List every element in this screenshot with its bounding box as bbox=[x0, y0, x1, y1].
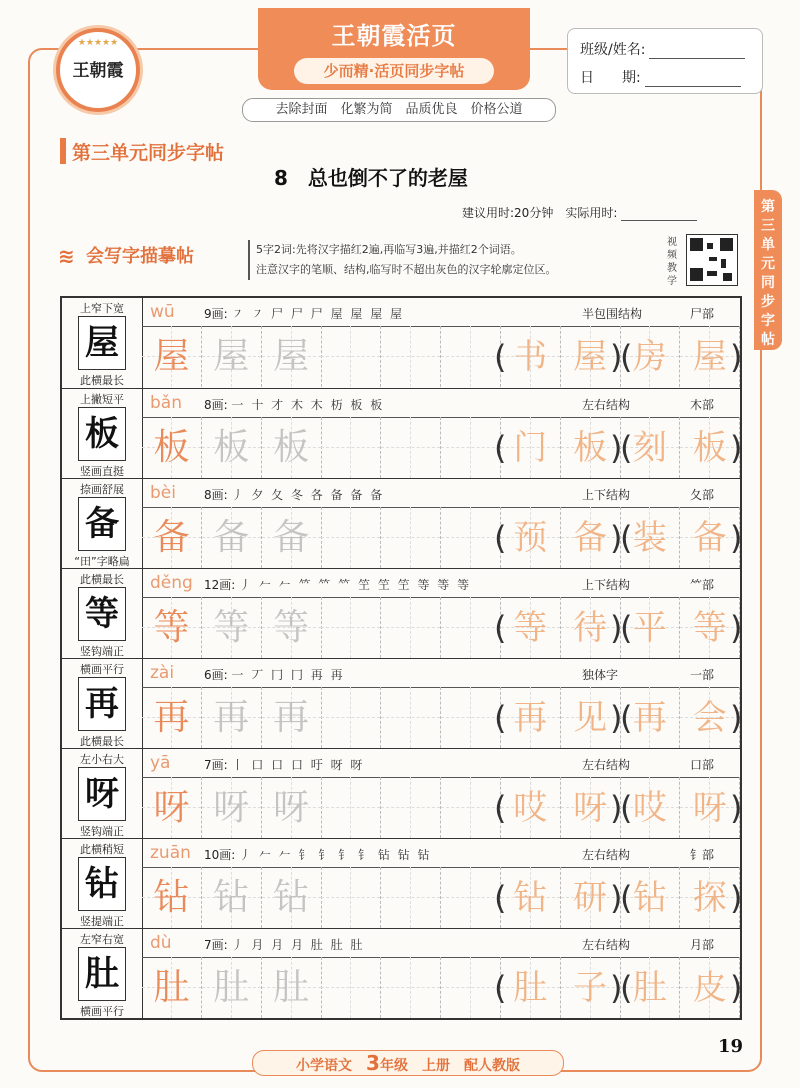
trace-char-red: 屋 bbox=[153, 336, 190, 377]
tip-bottom: 此横最长 bbox=[80, 374, 124, 387]
word-trace-char: 子 bbox=[573, 968, 608, 1008]
practice-row bbox=[62, 838, 743, 929]
brand-logo bbox=[56, 28, 140, 112]
left-paren: ( bbox=[620, 429, 633, 467]
practice-cell[interactable] bbox=[381, 507, 441, 568]
stroke-sequence: 丿 𠂉 𠂉 𥫗 𥫗 𥫗 笁 笁 笁 等 等 等 bbox=[239, 578, 472, 592]
practice-cell[interactable] bbox=[321, 777, 381, 838]
practice-cell[interactable] bbox=[202, 957, 262, 1018]
model-char-box bbox=[78, 677, 126, 731]
stroke-count: 8画: bbox=[204, 398, 228, 412]
trace-char-gray: 呀 bbox=[273, 787, 310, 828]
left-paren: ( bbox=[494, 609, 507, 647]
student-info-box bbox=[567, 28, 763, 94]
footer-subject: 小学语文 bbox=[296, 1058, 353, 1074]
pinyin: bǎn bbox=[150, 393, 182, 413]
practice-cell[interactable] bbox=[381, 597, 441, 658]
tip-top: 捺画舒展 bbox=[80, 483, 124, 496]
char-info-strip bbox=[142, 659, 740, 688]
practice-cell[interactable] bbox=[202, 687, 262, 748]
trace-char-gray: 等 bbox=[273, 607, 310, 648]
practice-cell[interactable] bbox=[202, 507, 262, 568]
radical: 钅部 bbox=[690, 848, 715, 862]
trace-char-gray: 板 bbox=[213, 427, 250, 468]
practice-cell[interactable] bbox=[142, 417, 202, 478]
word-trace-char: 呀 bbox=[692, 788, 727, 828]
right-paren: ) bbox=[730, 429, 743, 467]
word-trace-char: 钻 bbox=[513, 878, 548, 918]
tip-bottom: “田”字略扁 bbox=[74, 555, 130, 568]
section-instruction bbox=[256, 240, 557, 280]
trace-char-red: 再 bbox=[153, 697, 190, 738]
unit-title-marker bbox=[60, 138, 66, 164]
trace-char-gray: 屋 bbox=[273, 336, 310, 377]
practice-cell[interactable] bbox=[142, 687, 202, 748]
section-divider bbox=[248, 240, 250, 280]
practice-cell[interactable] bbox=[142, 777, 202, 838]
trace-char-red: 呀 bbox=[153, 787, 190, 828]
word-trace-char: 皮 bbox=[692, 968, 727, 1008]
char-model-cell bbox=[62, 659, 143, 749]
left-paren: ( bbox=[494, 338, 507, 376]
left-paren: ( bbox=[620, 609, 633, 647]
radical: 一部 bbox=[690, 668, 715, 682]
stroke-order bbox=[204, 486, 384, 503]
pinyin: yā bbox=[150, 753, 171, 773]
stroke-sequence: 丿 𠂉 𠂉 钅 钅 钅 钅 钻 钻 钻 bbox=[239, 848, 432, 862]
practice-cells bbox=[142, 597, 743, 659]
instruction-line-1: 5字2词:先将汉字描红2遍,再临写3遍,并描红2个词语。 bbox=[256, 243, 522, 256]
practice-cell[interactable] bbox=[262, 507, 322, 568]
practice-cells bbox=[142, 417, 743, 479]
practice-cell[interactable] bbox=[321, 957, 381, 1018]
structure: 左右结构 bbox=[582, 938, 631, 952]
lesson-title: 8 总也倒不了的老屋 bbox=[274, 166, 468, 190]
structure: 上下结构 bbox=[582, 488, 631, 502]
stroke-order bbox=[204, 846, 432, 863]
qr-code-icon[interactable] bbox=[686, 234, 738, 286]
footer-grade-rest: 年级 上册 配人教版 bbox=[379, 1058, 520, 1074]
radical: 木部 bbox=[690, 398, 715, 412]
model-char: 肚 bbox=[85, 954, 119, 994]
radical: 尸部 bbox=[690, 307, 715, 321]
stroke-order bbox=[204, 756, 364, 773]
right-paren: ) bbox=[610, 879, 623, 917]
trace-char-gray: 钻 bbox=[213, 877, 250, 918]
practice-cell[interactable] bbox=[202, 417, 262, 478]
practice-cell[interactable] bbox=[441, 507, 501, 568]
trace-char-gray: 再 bbox=[273, 697, 310, 738]
left-paren: ( bbox=[494, 519, 507, 557]
practice-cell[interactable] bbox=[142, 507, 202, 568]
practice-cell[interactable] bbox=[142, 597, 202, 658]
right-paren: ) bbox=[610, 338, 623, 376]
practice-cells bbox=[142, 687, 743, 749]
trace-char-red: 备 bbox=[153, 517, 190, 558]
tip-bottom: 竖钩端正 bbox=[80, 825, 124, 838]
practice-cell[interactable] bbox=[381, 417, 441, 478]
footer-badge bbox=[252, 1050, 564, 1076]
practice-grid bbox=[60, 296, 742, 1020]
model-char-box bbox=[78, 587, 126, 641]
stroke-order bbox=[204, 396, 384, 413]
side-tab-text: 第三单元同步字帖 bbox=[761, 199, 775, 348]
practice-row bbox=[62, 298, 743, 388]
tip-bottom: 竖钩端正 bbox=[80, 645, 124, 658]
practice-cell[interactable] bbox=[441, 687, 501, 748]
practice-cell[interactable] bbox=[262, 326, 322, 387]
trace-char-gray: 钻 bbox=[273, 877, 310, 918]
practice-cells bbox=[142, 326, 743, 388]
word-trace-char: 再 bbox=[513, 698, 548, 738]
page-number: 19 bbox=[718, 1036, 744, 1057]
practice-cell[interactable] bbox=[441, 597, 501, 658]
unit-title: 第三单元同步字帖 bbox=[72, 142, 225, 164]
model-char-box bbox=[78, 497, 126, 551]
structure: 左右结构 bbox=[582, 848, 631, 862]
word-trace-char: 备 bbox=[573, 518, 608, 558]
tip-top: 此横稍短 bbox=[80, 843, 124, 856]
practice-cell[interactable] bbox=[501, 417, 561, 478]
left-paren: ( bbox=[620, 879, 633, 917]
structure: 独体字 bbox=[582, 668, 619, 682]
stroke-sequence: ㇇ ㇇ 尸 尸 尸 屋 屋 屋 屋 bbox=[231, 307, 405, 321]
word-trace-char: 等 bbox=[513, 608, 548, 648]
word-trace-char: 钻 bbox=[632, 878, 667, 918]
word-trace-char: 哎 bbox=[513, 788, 548, 828]
practice-row bbox=[62, 568, 743, 659]
tip-top: 上窄下宽 bbox=[80, 302, 124, 315]
word-trace-char: 屋 bbox=[692, 337, 727, 377]
practice-cell[interactable] bbox=[262, 687, 322, 748]
instruction-line-2: 注意汉字的笔顺、结构,临写时不超出灰色的汉字轮廓定位区。 bbox=[256, 263, 557, 276]
word-trace-char: 板 bbox=[573, 428, 608, 468]
tip-top: 左窄右宽 bbox=[80, 933, 124, 946]
trace-char-gray: 备 bbox=[273, 517, 310, 558]
left-paren: ( bbox=[620, 969, 633, 1007]
pinyin: dù bbox=[150, 933, 172, 953]
practice-cell[interactable] bbox=[441, 867, 501, 928]
practice-cell[interactable] bbox=[262, 777, 322, 838]
trace-char-gray: 等 bbox=[213, 607, 250, 648]
practice-cell[interactable] bbox=[262, 417, 322, 478]
char-info-strip bbox=[142, 479, 740, 508]
trace-char-gray: 肚 bbox=[213, 967, 250, 1008]
class-name-label: 班级/姓名: bbox=[580, 42, 646, 58]
side-tab bbox=[754, 190, 782, 350]
right-paren: ) bbox=[610, 609, 623, 647]
char-model-cell bbox=[62, 569, 143, 659]
right-paren: ) bbox=[730, 789, 743, 827]
date-row bbox=[580, 67, 741, 87]
tip-bottom: 竖提端正 bbox=[80, 915, 124, 928]
practice-cell[interactable] bbox=[381, 957, 441, 1018]
practice-cell[interactable] bbox=[501, 597, 561, 658]
practice-cell[interactable] bbox=[262, 867, 322, 928]
word-trace-char: 备 bbox=[692, 518, 727, 558]
tip-top: 横画平行 bbox=[80, 663, 124, 676]
class-name-field[interactable] bbox=[649, 44, 745, 59]
word-trace-char: 平 bbox=[632, 608, 667, 648]
model-char-box bbox=[78, 767, 126, 821]
right-paren: ) bbox=[730, 338, 743, 376]
practice-cell[interactable] bbox=[441, 417, 501, 478]
char-model-cell bbox=[62, 839, 143, 929]
word-trace-char: 肚 bbox=[632, 968, 667, 1008]
tip-bottom: 竖画直挺 bbox=[80, 465, 124, 478]
word-trace-char: 再 bbox=[632, 698, 667, 738]
practice-cell[interactable] bbox=[202, 867, 262, 928]
structure: 左右结构 bbox=[582, 758, 631, 772]
practice-cell[interactable] bbox=[321, 867, 381, 928]
tip-top: 左小右大 bbox=[80, 753, 124, 766]
structure: 半包围结构 bbox=[582, 307, 643, 321]
practice-cell[interactable] bbox=[381, 777, 441, 838]
right-paren: ) bbox=[730, 969, 743, 1007]
practice-row bbox=[62, 658, 743, 749]
word-trace-char: 书 bbox=[513, 337, 548, 377]
tip-bottom: 横画平行 bbox=[80, 1005, 124, 1018]
model-char: 呀 bbox=[85, 774, 119, 814]
practice-cells bbox=[142, 507, 743, 569]
char-model-cell bbox=[62, 479, 143, 569]
tip-top: 上撇短平 bbox=[80, 393, 124, 406]
practice-cell[interactable] bbox=[381, 867, 441, 928]
model-char: 备 bbox=[85, 504, 119, 544]
trace-char-red: 等 bbox=[153, 607, 190, 648]
stroke-count: 7画: bbox=[204, 938, 228, 952]
wave-icon: ≋ bbox=[58, 244, 75, 268]
word-trace-char: 屋 bbox=[573, 337, 608, 377]
practice-cell[interactable] bbox=[441, 957, 501, 1018]
right-paren: ) bbox=[610, 789, 623, 827]
stroke-count: 7画: bbox=[204, 758, 228, 772]
trace-char-gray: 再 bbox=[213, 697, 250, 738]
word-trace-char: 肚 bbox=[513, 968, 548, 1008]
practice-cell[interactable] bbox=[501, 867, 561, 928]
radical: 口部 bbox=[690, 758, 715, 772]
word-trace-char: 呀 bbox=[573, 788, 608, 828]
radical: 夂部 bbox=[690, 488, 715, 502]
trace-char-gray: 屋 bbox=[213, 336, 250, 377]
pinyin: zài bbox=[150, 663, 175, 683]
model-char-box bbox=[78, 407, 126, 461]
actual-time-field[interactable] bbox=[621, 208, 697, 221]
practice-cell[interactable] bbox=[142, 957, 202, 1018]
left-paren: ( bbox=[620, 338, 633, 376]
header-banner bbox=[258, 8, 530, 90]
time-row bbox=[462, 204, 697, 221]
brand-subtitle: 少而精·活页同步字帖 bbox=[294, 58, 494, 84]
right-paren: ) bbox=[730, 609, 743, 647]
left-paren: ( bbox=[494, 879, 507, 917]
stroke-sequence: 一 丆 冂 冂 再 再 bbox=[231, 668, 345, 682]
word-trace-char: 会 bbox=[692, 698, 727, 738]
stroke-order bbox=[204, 305, 404, 322]
word-trace-char: 等 bbox=[692, 608, 727, 648]
star-icon: ★★★★★ bbox=[77, 38, 119, 48]
stroke-order bbox=[204, 666, 345, 683]
trace-char-gray: 肚 bbox=[273, 967, 310, 1008]
pinyin: bèi bbox=[150, 483, 176, 503]
qr-label: 视频教学 bbox=[667, 237, 677, 287]
stroke-sequence: 丿 月 月 月 肚 肚 肚 bbox=[231, 938, 365, 952]
right-paren: ) bbox=[730, 879, 743, 917]
practice-cell[interactable] bbox=[501, 326, 561, 387]
char-info-strip bbox=[142, 929, 740, 958]
stroke-order bbox=[204, 576, 471, 593]
stroke-sequence: 丿 夕 夂 冬 各 备 备 备 bbox=[231, 488, 385, 502]
word-trace-char: 板 bbox=[692, 428, 727, 468]
trace-char-red: 肚 bbox=[153, 967, 190, 1008]
char-info-strip bbox=[142, 749, 740, 778]
radical: 月部 bbox=[690, 938, 715, 952]
word-trace-char: 待 bbox=[573, 608, 608, 648]
practice-row bbox=[62, 388, 743, 479]
word-trace-char: 房 bbox=[632, 337, 667, 377]
practice-row bbox=[62, 928, 743, 1019]
char-info-strip bbox=[142, 839, 740, 868]
word-trace-char: 门 bbox=[513, 428, 548, 468]
model-char-box bbox=[78, 947, 126, 1001]
pinyin: děng bbox=[150, 573, 193, 593]
trace-char-red: 钻 bbox=[153, 877, 190, 918]
practice-row bbox=[62, 478, 743, 569]
brand-title: 王朝霞活页 bbox=[331, 22, 457, 50]
left-paren: ( bbox=[494, 789, 507, 827]
footer-grade-num: 3 bbox=[366, 1051, 380, 1075]
practice-cell[interactable] bbox=[321, 597, 381, 658]
right-paren: ) bbox=[610, 429, 623, 467]
slogan: 去除封面 化繁为简 品质优良 价格公道 bbox=[242, 98, 556, 122]
left-paren: ( bbox=[620, 789, 633, 827]
stroke-sequence: 一 十 才 木 木 杤 板 板 bbox=[231, 398, 385, 412]
practice-cell[interactable] bbox=[262, 597, 322, 658]
date-label: 日 期: bbox=[580, 70, 641, 86]
pinyin: zuān bbox=[150, 843, 191, 863]
trace-char-gray: 板 bbox=[273, 427, 310, 468]
model-char: 板 bbox=[85, 414, 119, 454]
char-model-cell bbox=[62, 749, 143, 839]
practice-cell[interactable] bbox=[142, 326, 202, 387]
practice-cells bbox=[142, 867, 743, 929]
practice-cell[interactable] bbox=[501, 777, 561, 838]
trace-char-gray: 呀 bbox=[213, 787, 250, 828]
stroke-count: 6画: bbox=[204, 668, 228, 682]
tip-bottom: 此横最长 bbox=[80, 735, 124, 748]
right-paren: ) bbox=[730, 699, 743, 737]
stroke-count: 12画: bbox=[204, 578, 236, 592]
char-model-cell bbox=[62, 389, 143, 479]
practice-cell[interactable] bbox=[262, 957, 322, 1018]
word-trace-char: 刻 bbox=[632, 428, 667, 468]
stroke-sequence: 丨 口 口 口 吁 呀 呀 bbox=[231, 758, 365, 772]
tip-top: 此横最长 bbox=[80, 573, 124, 586]
char-info-strip bbox=[142, 298, 740, 327]
model-char: 等 bbox=[85, 594, 119, 634]
time-label: 建议用时:20分钟 实际用时: bbox=[462, 206, 618, 220]
left-paren: ( bbox=[620, 699, 633, 737]
practice-cell[interactable] bbox=[441, 777, 501, 838]
model-char-box bbox=[78, 316, 126, 370]
practice-row bbox=[62, 748, 743, 839]
logo-text: 王朝霞 bbox=[72, 61, 124, 81]
practice-cell[interactable] bbox=[202, 777, 262, 838]
practice-cell[interactable] bbox=[321, 507, 381, 568]
practice-cell[interactable] bbox=[381, 687, 441, 748]
model-char: 屋 bbox=[85, 323, 119, 363]
word-trace-char: 研 bbox=[573, 878, 608, 918]
right-paren: ) bbox=[730, 519, 743, 557]
word-trace-char: 哎 bbox=[632, 788, 667, 828]
right-paren: ) bbox=[610, 519, 623, 557]
word-trace-char: 装 bbox=[632, 518, 667, 558]
word-trace-char: 见 bbox=[573, 698, 608, 738]
practice-cell[interactable] bbox=[321, 326, 381, 387]
practice-cell[interactable] bbox=[441, 326, 501, 387]
right-paren: ) bbox=[610, 969, 623, 1007]
left-paren: ( bbox=[494, 429, 507, 467]
model-char: 再 bbox=[85, 684, 119, 724]
right-paren: ) bbox=[610, 699, 623, 737]
word-trace-char: 探 bbox=[692, 878, 727, 918]
practice-cell[interactable] bbox=[381, 326, 441, 387]
practice-cells bbox=[142, 957, 743, 1019]
structure: 左右结构 bbox=[582, 398, 631, 412]
practice-cell[interactable] bbox=[202, 326, 262, 387]
model-char: 钻 bbox=[85, 864, 119, 904]
char-info-strip bbox=[142, 389, 740, 418]
trace-char-red: 板 bbox=[153, 427, 190, 468]
stroke-count: 10画: bbox=[204, 848, 236, 862]
stroke-count: 9画: bbox=[204, 307, 228, 321]
stroke-count: 8画: bbox=[204, 488, 228, 502]
stroke-order bbox=[204, 936, 364, 953]
model-char-box bbox=[78, 857, 126, 911]
structure: 上下结构 bbox=[582, 578, 631, 592]
practice-cell[interactable] bbox=[501, 957, 561, 1018]
practice-cell[interactable] bbox=[501, 687, 561, 748]
trace-char-gray: 备 bbox=[213, 517, 250, 558]
word-trace-char: 预 bbox=[513, 518, 548, 558]
left-paren: ( bbox=[494, 699, 507, 737]
practice-cell[interactable] bbox=[321, 687, 381, 748]
footer-text bbox=[253, 1051, 563, 1078]
practice-cell[interactable] bbox=[202, 597, 262, 658]
practice-cells bbox=[142, 777, 743, 839]
radical: ⺮部 bbox=[690, 578, 715, 592]
section-title: 会写字描摹帖 bbox=[86, 246, 194, 267]
pinyin: wū bbox=[150, 302, 175, 322]
left-paren: ( bbox=[620, 519, 633, 557]
left-paren: ( bbox=[494, 969, 507, 1007]
practice-cell[interactable] bbox=[142, 867, 202, 928]
char-info-strip bbox=[142, 569, 740, 598]
char-model-cell bbox=[62, 298, 143, 388]
practice-cell[interactable] bbox=[321, 417, 381, 478]
date-field[interactable] bbox=[645, 72, 741, 87]
practice-cell[interactable] bbox=[501, 507, 561, 568]
char-model-cell bbox=[62, 929, 143, 1019]
class-name-row bbox=[580, 39, 745, 59]
